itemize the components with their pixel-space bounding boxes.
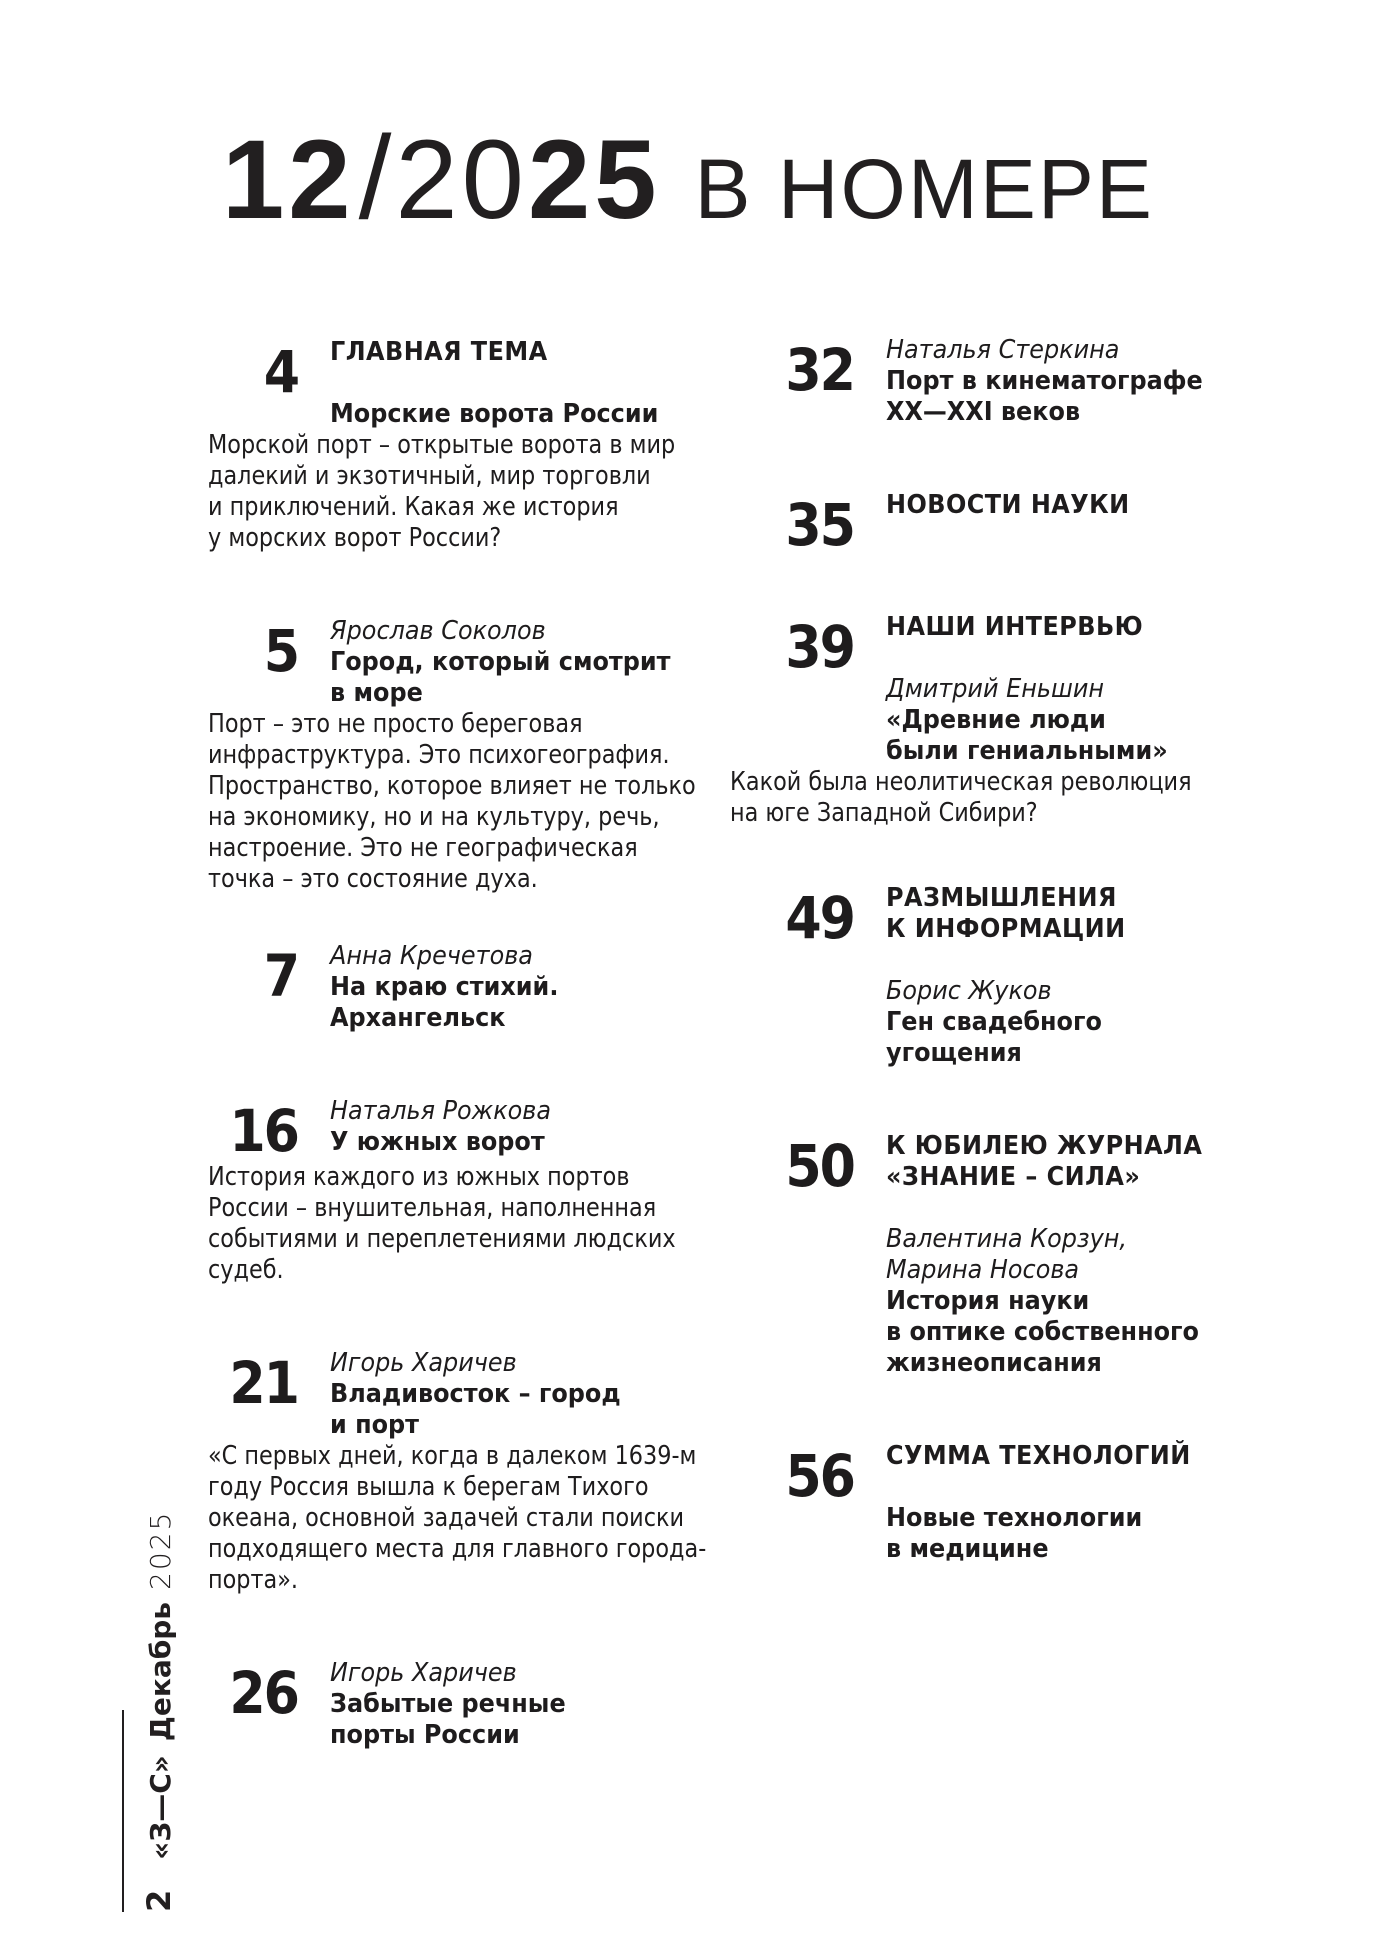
article-desc: на юге Западной Сибири?: [730, 798, 1038, 828]
article-author: Валентина Корзун,: [886, 1224, 1128, 1254]
spine-rule: [122, 1710, 124, 1912]
article-desc: «С первых дней, когда в далеком 1639-м: [208, 1441, 697, 1471]
article-desc: инфраструктура. Это психогеография.: [208, 740, 670, 770]
toc-right-column: [732, 335, 1252, 1565]
issue-year-bold: 25: [527, 117, 661, 242]
article-title: порты России: [330, 1720, 520, 1750]
article-desc: Морской порт – открытые ворота в мир: [208, 430, 676, 460]
article-title: XX—XXI веков: [886, 397, 1081, 427]
toc-entry[interactable]: [732, 335, 1252, 428]
rubric-title: НОВОСТИ НАУКИ: [886, 490, 1130, 520]
rubric-title: СУММА ТЕХНОЛОГИЙ: [886, 1441, 1191, 1471]
article-author: Борис Жуков: [886, 976, 1052, 1006]
page-number: 21: [229, 1349, 298, 1417]
page-number: 16: [229, 1097, 298, 1165]
folio-page-number: 2: [140, 1889, 178, 1912]
article-desc: подходящего места для главного города-: [208, 1534, 707, 1564]
page-number: 56: [785, 1442, 854, 1510]
issue-year: 2025: [144, 1510, 177, 1590]
article-author: Анна Кречетова: [330, 941, 533, 971]
article-title: История науки: [886, 1286, 1090, 1316]
rubric-title: ГЛАВНАЯ ТЕМА: [330, 337, 548, 367]
page-number: 39: [785, 613, 854, 681]
article-title: в море: [330, 678, 423, 708]
article-author: Наталья Рожкова: [330, 1096, 552, 1126]
page-number: 26: [229, 1659, 298, 1727]
article-author: Дмитрий Еньшин: [886, 674, 1105, 704]
article-desc: точка – это состояние духа.: [208, 864, 538, 894]
article-desc: Какой была неолитическая революция: [730, 767, 1192, 797]
masthead: [222, 110, 1154, 246]
rubric-title: НАШИ ИНТЕРВЬЮ: [886, 612, 1144, 642]
article-title: в медицине: [886, 1534, 1049, 1564]
article-desc: и приключений. Какая же история: [208, 492, 619, 522]
article-title: были гениальными»: [886, 736, 1168, 766]
toc-left-column: [208, 335, 708, 1751]
article-desc: у морских ворот России?: [208, 523, 502, 553]
page-number: 5: [263, 617, 298, 685]
rubric-title: К ИНФОРМАЦИИ: [886, 914, 1126, 944]
toc-entry[interactable]: [732, 490, 1252, 559]
page-number: 35: [785, 491, 854, 559]
toc-entry[interactable]: [732, 612, 1252, 829]
article-title: Морские ворота России: [330, 399, 659, 429]
article-desc: настроение. Это не географическая: [208, 833, 638, 863]
page-number: 4: [263, 338, 298, 406]
toc-entry[interactable]: [208, 337, 708, 554]
toc-entry[interactable]: [732, 1131, 1252, 1379]
article-author: Марина Носова: [886, 1255, 1080, 1285]
article-title: На краю стихий.: [330, 972, 559, 1002]
issue-separator: /: [358, 112, 392, 244]
page-number: 32: [785, 336, 854, 404]
article-desc: океана, основной задачей стали поиски: [208, 1503, 685, 1533]
article-desc: судеб.: [208, 1255, 284, 1285]
article-desc: событиями и переплетениями людских: [208, 1224, 676, 1254]
page-footer: [140, 1511, 178, 1912]
article-title: жизнеописания: [886, 1348, 1102, 1378]
article-title: Забытые речные: [330, 1689, 566, 1719]
article-desc: История каждого из южных портов: [208, 1162, 630, 1192]
page-number: 7: [263, 942, 298, 1010]
toc-entry[interactable]: [208, 1658, 708, 1751]
article-author: Игорь Харичев: [330, 1348, 517, 1378]
article-desc: порта».: [208, 1565, 299, 1595]
article-title: Новые технологии: [886, 1503, 1143, 1533]
article-author: Наталья Стеркина: [886, 335, 1120, 365]
rubric-title: К ЮБИЛЕЮ ЖУРНАЛА: [886, 1131, 1203, 1161]
article-title: и порт: [330, 1410, 420, 1440]
article-title: угощения: [886, 1038, 1022, 1068]
article-title: «Древние люди: [886, 705, 1106, 735]
rubric-title: РАЗМЫШЛЕНИЯ: [886, 883, 1117, 913]
article-title: Ген свадебного: [886, 1007, 1102, 1037]
article-desc: Порт – это не просто береговая: [208, 709, 583, 739]
rubric-title: «ЗНАНИЕ – СИЛА»: [886, 1162, 1141, 1192]
article-desc: России – внушительная, наполненная: [208, 1193, 657, 1223]
article-author: Ярослав Соколов: [330, 616, 546, 646]
article-title: Архангельск: [330, 1003, 506, 1033]
article-desc: далекий и экзотичный, мир торговли: [208, 461, 651, 491]
article-title: Город, который смотрит: [330, 647, 671, 677]
article-desc: Пространство, которое влияет не только: [208, 771, 696, 801]
issue-year-light: 20: [395, 117, 528, 242]
magazine-name: «З—С»: [144, 1755, 177, 1860]
page-number: 50: [785, 1132, 854, 1200]
toc-entry[interactable]: [208, 1348, 708, 1596]
toc-entry[interactable]: [732, 883, 1252, 1069]
article-title: Владивосток – город: [330, 1379, 621, 1409]
article-desc: на экономику, но и на культуру, речь,: [208, 802, 660, 832]
issue-month: Декабрь: [144, 1601, 177, 1742]
issue-number: 12: [222, 117, 355, 242]
toc-entry[interactable]: [208, 616, 708, 895]
article-desc: году Россия вышла к берегам Тихого: [208, 1472, 649, 1502]
article-title: в оптике собственного: [886, 1317, 1199, 1347]
page-number: 49: [785, 884, 854, 952]
toc-entry[interactable]: [208, 941, 708, 1034]
toc-entry[interactable]: [208, 1096, 708, 1286]
page-title: В НОМЕРЕ: [694, 142, 1154, 236]
article-title: У южных ворот: [330, 1127, 545, 1157]
article-author: Игорь Харичев: [330, 1658, 517, 1688]
article-title: Порт в кинематографе: [886, 366, 1203, 396]
toc-entry[interactable]: [732, 1441, 1252, 1565]
